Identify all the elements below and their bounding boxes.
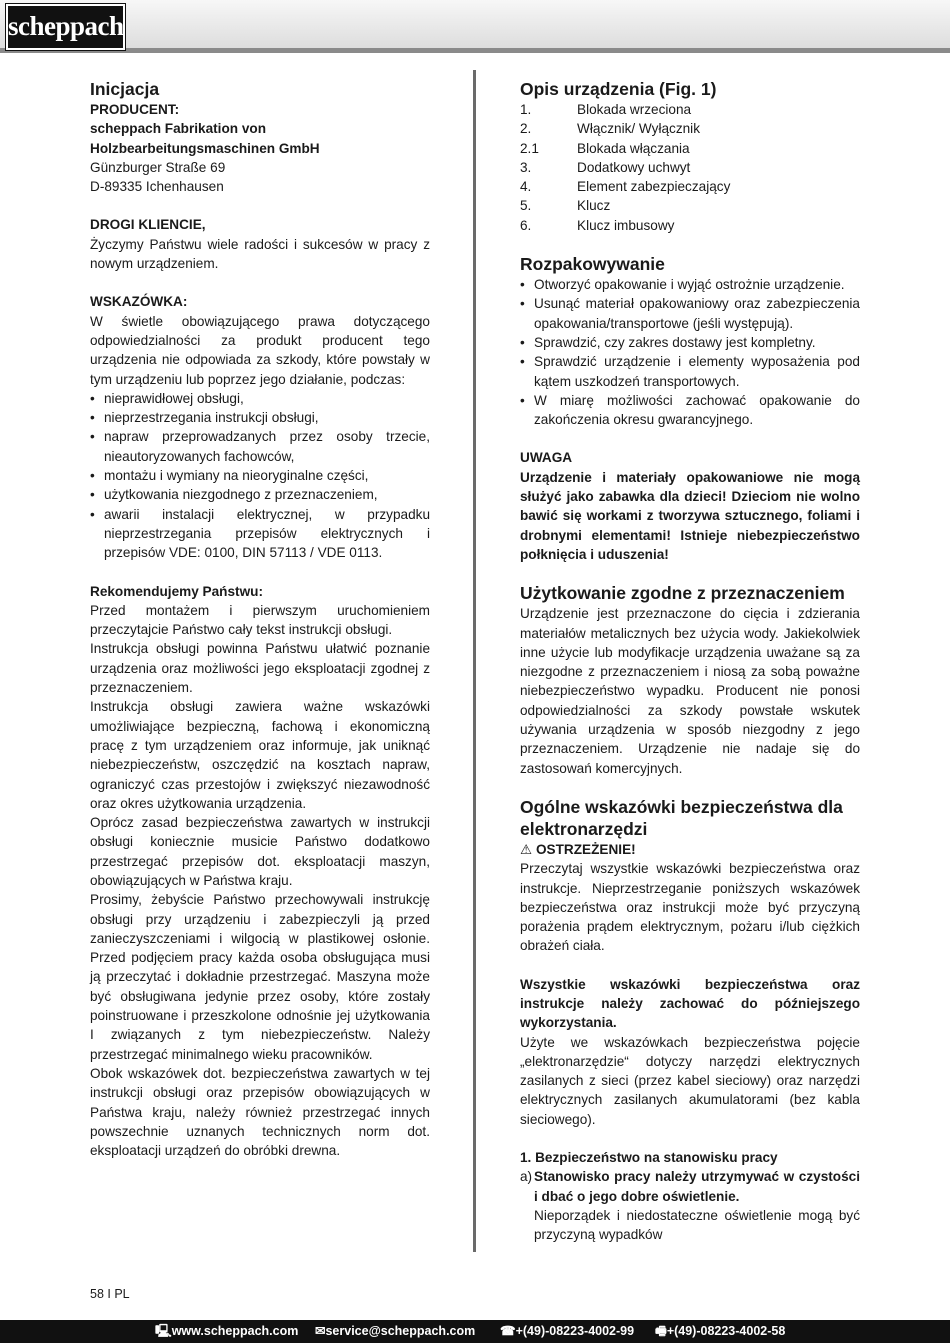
caution-text: Urządzenie i materiały opakowaniowe nie mogą służyć jako zabawka dla dzieci! Dzieciom nie wolno bawić się workami z tworzywa sztucznego, foliami i drobnymi elementami! Istnieje niebezpieczeństwo połknięcia i uduszenia! <box>520 469 860 562</box>
list-item: • montażu i wymiany na nieoryginalne części, <box>90 466 430 485</box>
list-item: • Otworzyć opakowanie i wyjąć ostrożnie urządzenie. <box>520 275 860 294</box>
section-title-safety: Ogólne wskazówki bezpieczeństwa dla elektronarzędzi <box>520 796 843 839</box>
list-item: 2. Włącznik/ Wyłącznik <box>520 121 700 137</box>
list-item: • Sprawdzić, czy zakres dostawy jest kompletny. <box>520 333 860 352</box>
recommend-paragraph: Oprócz zasad bezpieczeństwa zawartych w instrukcji obsługi koniecznie musicie Państwo dodatkowo przestrzegać przepisów dot. eksploatacji maszyn, obowiązujących w Państwa kraju. <box>90 815 430 888</box>
list-item: • Sprawdzić urządzenie i elementy wyposażenia pod kątem uszkodzeń transportowych. <box>520 352 860 391</box>
recommend-paragraph: Instrukcja obsługi zawiera ważne wskazówki umożliwiające bezpieczną, fachową i ekonomiczną pracę z tym urządzeniem oraz informuje, jak uniknąć niebezpieczeństw, oszczędzić na kosztach napraw, ograniczyć czas przestojów i zwiększyć niezawodność oraz okres użytkowania urządzenia. <box>90 699 430 811</box>
parts-list <box>520 100 860 235</box>
page-footer <box>0 1320 950 1343</box>
list-item: • użytkowania niezgodnego z przeznaczeniem, <box>90 485 430 504</box>
dear-customer-text: Życzymy Państwu wiele radości i sukcesów w pracy z nowym urządzeniem. <box>90 236 430 272</box>
caution-label: UWAGA <box>520 450 573 466</box>
list-item: • awarii instalacji elektrycznej, w przypadku nieprzestrzegania przepisów elektrycznych i przepisów VDE: 0100, DIN 57113 / VDE 0113. <box>90 505 430 563</box>
page-number: 58 I PL <box>90 1287 130 1301</box>
note-label: WSKAZÓWKA: <box>90 294 188 310</box>
warning-triangle-icon: ⚠ <box>520 841 533 857</box>
list-item: 3. Dodatkowy uchwyt <box>520 159 691 175</box>
recommend-label: Rekomendujemy Państwu: <box>90 583 263 599</box>
footer-email[interactable]: ✉ service@scheppach.com <box>315 1324 476 1338</box>
term-definition-text: Użyte we wskazówkach bezpieczeństwa pojęcie „elektronarzędzie“ dotyczy narzędzi elektrycznych zasilanych z sieci (przez kabel sieciowy) oraz narzędzi elektrycznych zasilanych akumulatorami (bez kabla sieciowego). <box>520 1034 860 1127</box>
keep-instructions-text: Wszystkie wskazówki bezpieczeństwa oraz instrukcje należy zachować do późniejszego wykorzystania. <box>520 976 860 1031</box>
address-street: Günzburger Straße 69 <box>90 159 226 175</box>
recommend-paragraph: Prosimy, żebyście Państwo przechowywali instrukcję obsługi przy urządzeniu i zabezpieczyli ją przed zanieczyszczeniami i wilgocią w plastikowej osłonie. Przed podjęciem pracy każda osoba obsługująca musi ją przeczytać i dokładnie przestrzegać. Maszyna może być obsługiwana jedynie przez osoby, które zostały poinstruowane i przeszkolone odnośnie jej użytkowania I związanych z tym niebezpieczeństw. Należy przestrzegać minimalnego wieku pracowników. <box>90 892 430 1062</box>
recommend-paragraph: Przed montażem i pierwszym uruchomieniem przeczytajcie Państwo cały tekst instrukcji obsługi. <box>90 602 430 638</box>
recommend-paragraph: Obok wskazówek dot. bezpieczeństwa zawartych w tej instrukcji obsługi oraz przepisów obowiązujących w Państwa kraju, należy również przestrzegać innych powszechnie uznanych technicznych norm dot. eksploatacji urządzeń do obróbki drewna. <box>90 1065 430 1159</box>
producer-name-1: scheppach Fabrikation von <box>90 121 267 137</box>
footer-fax: 🖷 +(49)-08223-4002-58 <box>655 1324 786 1338</box>
right-column <box>520 78 860 1245</box>
list-item: 6. Klucz imbusowy <box>520 217 675 233</box>
left-column <box>90 78 430 1160</box>
warning-text: Przeczytaj wszystkie wskazówki bezpieczeństwa oraz instrukcje. Nieprzestrzeganie poniższych wskazówek bezpieczeństwa oraz instrukcji może być przyczyną porażenia prądem elektrycznym, pożaru i/lub ciężkich obrażeń ciała. <box>520 861 860 954</box>
dear-customer-label: DROGI KLIENCIE, <box>90 217 206 233</box>
producer-name-2: Holzbearbeitungsmaschinen GmbH <box>90 140 320 156</box>
producer-label: PRODUCENT: <box>90 102 180 117</box>
list-item: • napraw przeprowadzanych przez osoby trzecie, nieautoryzowanych fachowców, <box>90 427 430 466</box>
warning-heading: ⚠ OSTRZEŻENIE! <box>520 841 636 857</box>
note-list <box>90 389 430 563</box>
list-item: • nieprawidłowej obsługi, <box>90 389 430 408</box>
column-divider <box>473 70 476 1252</box>
list-item: 5. Klucz <box>520 198 611 214</box>
intended-use-text: Urządzenie jest przeznaczone do cięcia i zdzierania materiałów metalicznych bez użycia wody. Jakiekolwiek inne użycie lub modyfikacje urządzenia uważane są za niezgodne z przeznaczeniem i niosą za sobą poważne niebezpieczeństwo wypadku. Producent nie ponosi odpowiedzialności za szkody powstałe wskutek używania urządzenia w sposób niezgodny z jego przeznaczeniem. Urządzenie nie nadaje się do zastosowań komercyjnych. <box>520 606 860 776</box>
section1-title: 1. Bezpieczeństwo na stanowisku pracy <box>520 1150 778 1166</box>
list-item: • Usunąć materiał opakowaniowy oraz zabezpieczenia opakowania/transportowe (jeśli występują). <box>520 294 860 333</box>
unpack-list <box>520 275 860 429</box>
footer-web[interactable]: 🖳 www.scheppach.com <box>155 1324 299 1338</box>
section-title-initiation: Inicjacja <box>90 79 160 99</box>
list-item: 4. Element zabezpieczający <box>520 179 731 195</box>
footer-phone[interactable]: ☎ +(49)-08223-4002-99 <box>500 1324 635 1338</box>
list-item: 2.1 Blokada włączania <box>520 140 690 156</box>
address-city: D-89335 Ichenhausen <box>90 179 224 195</box>
note-text: W świetle obowiązującego prawa dotyczącego odpowiedzialności za produkt producent tego urządzenia nie odpowiada za szkody, które powstały w tym urządzeniu lub poprzez jego działanie, podczas: <box>90 313 430 387</box>
section1-item-a: a) Stanowisko pracy należy utrzymywać w czystości i dbać o jego dobre oświetlenie. Nieporządek i niedostateczne oświetlenie mogą być przyczyną wypadków <box>520 1169 860 1243</box>
list-item: • nieprzestrzegania instrukcji obsługi, <box>90 408 430 427</box>
list-item: 1. Blokada wrzeciona <box>520 102 692 117</box>
header-rule <box>0 48 950 53</box>
section-title-intended-use: Użytkowanie zgodne z przeznaczeniem <box>520 583 845 604</box>
page-header <box>0 0 950 50</box>
list-item: • W miarę możliwości zachować opakowanie do zakończenia okresu gwarancyjnego. <box>520 391 860 430</box>
section-title-description: Opis urządzenia (Fig. 1) <box>520 79 717 99</box>
section-title-unpacking: Rozpakowywanie <box>520 254 665 275</box>
recommend-paragraph: Instrukcja obsługi powinna Państwu ułatwić poznanie urządzenia oraz możliwości jego eksploatacji zgodnej z przeznaczeniem. <box>90 641 430 696</box>
scheppach-logo: scheppach <box>6 4 125 50</box>
